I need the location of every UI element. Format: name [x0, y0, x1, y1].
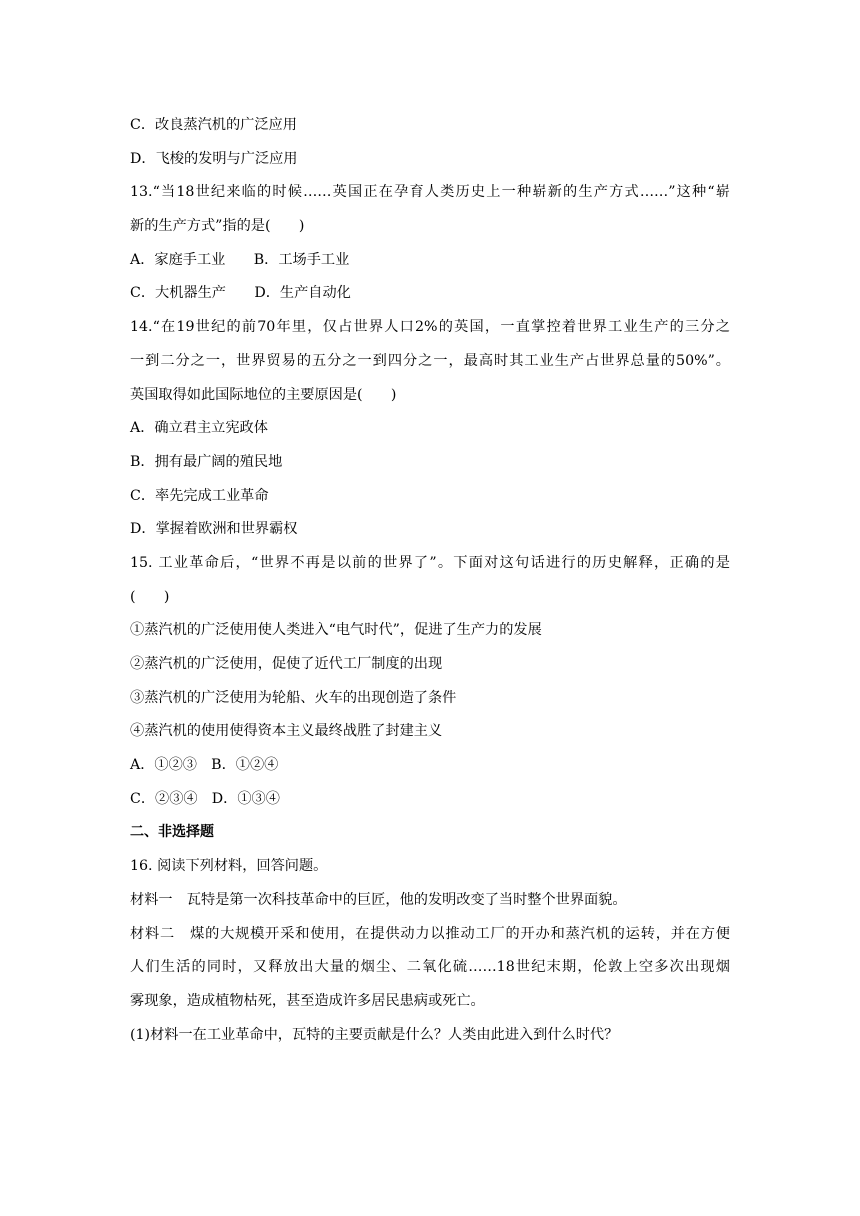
- question-15-statement-1: ①蒸汽机的广泛使用使人类进入“电气时代”，促进了生产力的发展: [130, 622, 542, 639]
- question-16-part-1: (1)材料一在工业革命中，瓦特的主要贡献是什么？人类由此进入到什么时代？: [130, 1026, 619, 1043]
- question-15-stem: 15. 工业革命后，“世界不再是以前的世界了”。下面对这句话进行的历史解释，正确的是: [130, 554, 730, 571]
- question-14-option-b: B．拥有最广阔的殖民地: [130, 453, 283, 470]
- question-13-stem-cont: 新的生产方式”指的是( ): [130, 218, 305, 235]
- material-2-cont: 人们生活的同时，又释放出大量的烟尘、二氧化硫……18世纪末期，伦敦上空多次出现烟: [130, 959, 730, 976]
- question-14-stem-cont: 一到二分之一，世界贸易的五分之一到四分之一，最高时其工业生产占世界总量的50%”。: [130, 352, 730, 369]
- question-15-statement-3: ③蒸汽机的广泛使用为轮船、火车的出现创造了条件: [130, 689, 457, 706]
- option-d-q12: D．飞梭的发明与广泛应用: [130, 150, 298, 167]
- question-15-options-ab: A．①②③ B．①②④: [130, 757, 279, 774]
- question-13-stem: 13.“当18世纪来临的时候……英国正在孕育人类历史上一种崭新的生产方式……”这种“崭: [130, 184, 730, 201]
- section-heading: 二、非选择题: [130, 824, 214, 841]
- material-1: 材料一 瓦特是第一次科技革命中的巨匠，他的发明改变了当时整个世界面貌。: [130, 891, 627, 908]
- question-14-stem: 14.“在19世纪的前70年里，仅占世界人口2%的英国，一直掌控着世界工业生产的三分之: [130, 319, 730, 336]
- question-16-stem: 16. 阅读下列材料，回答问题。: [130, 858, 328, 875]
- question-15-options-cd: C．②③④ D．①③④: [130, 790, 280, 807]
- material-2-end: 雾现象，造成植物枯死，甚至造成许多居民患病或死亡。: [130, 992, 485, 1009]
- material-2: 材料二 煤的大规模开采和使用，在提供动力以推动工厂的开办和蒸汽机的运转，并在方便: [130, 925, 730, 942]
- question-14-stem-end: 英国取得如此国际地位的主要原因是( ): [130, 386, 397, 403]
- question-13-options-cd: C．大机器生产 D．生产自动化: [130, 285, 351, 302]
- question-13-options-ab: A．家庭手工业 B．工场手工业: [130, 251, 350, 268]
- question-15-statement-4: ④蒸汽机的使用使得资本主义最终战胜了封建主义: [130, 723, 443, 740]
- question-14-option-a: A．确立君主立宪政体: [130, 420, 268, 437]
- question-15-statement-2: ②蒸汽机的广泛使用，促使了近代工厂制度的出现: [130, 656, 443, 672]
- question-15-stem-cont: ( ): [130, 588, 170, 605]
- question-14-option-d: D．掌握着欧洲和世界霸权: [130, 521, 298, 538]
- document-page: [130, 109, 734, 1052]
- question-14-option-c: C．率先完成工业革命: [130, 487, 269, 504]
- option-c-q12: C．改良蒸汽机的广泛应用: [130, 117, 297, 133]
